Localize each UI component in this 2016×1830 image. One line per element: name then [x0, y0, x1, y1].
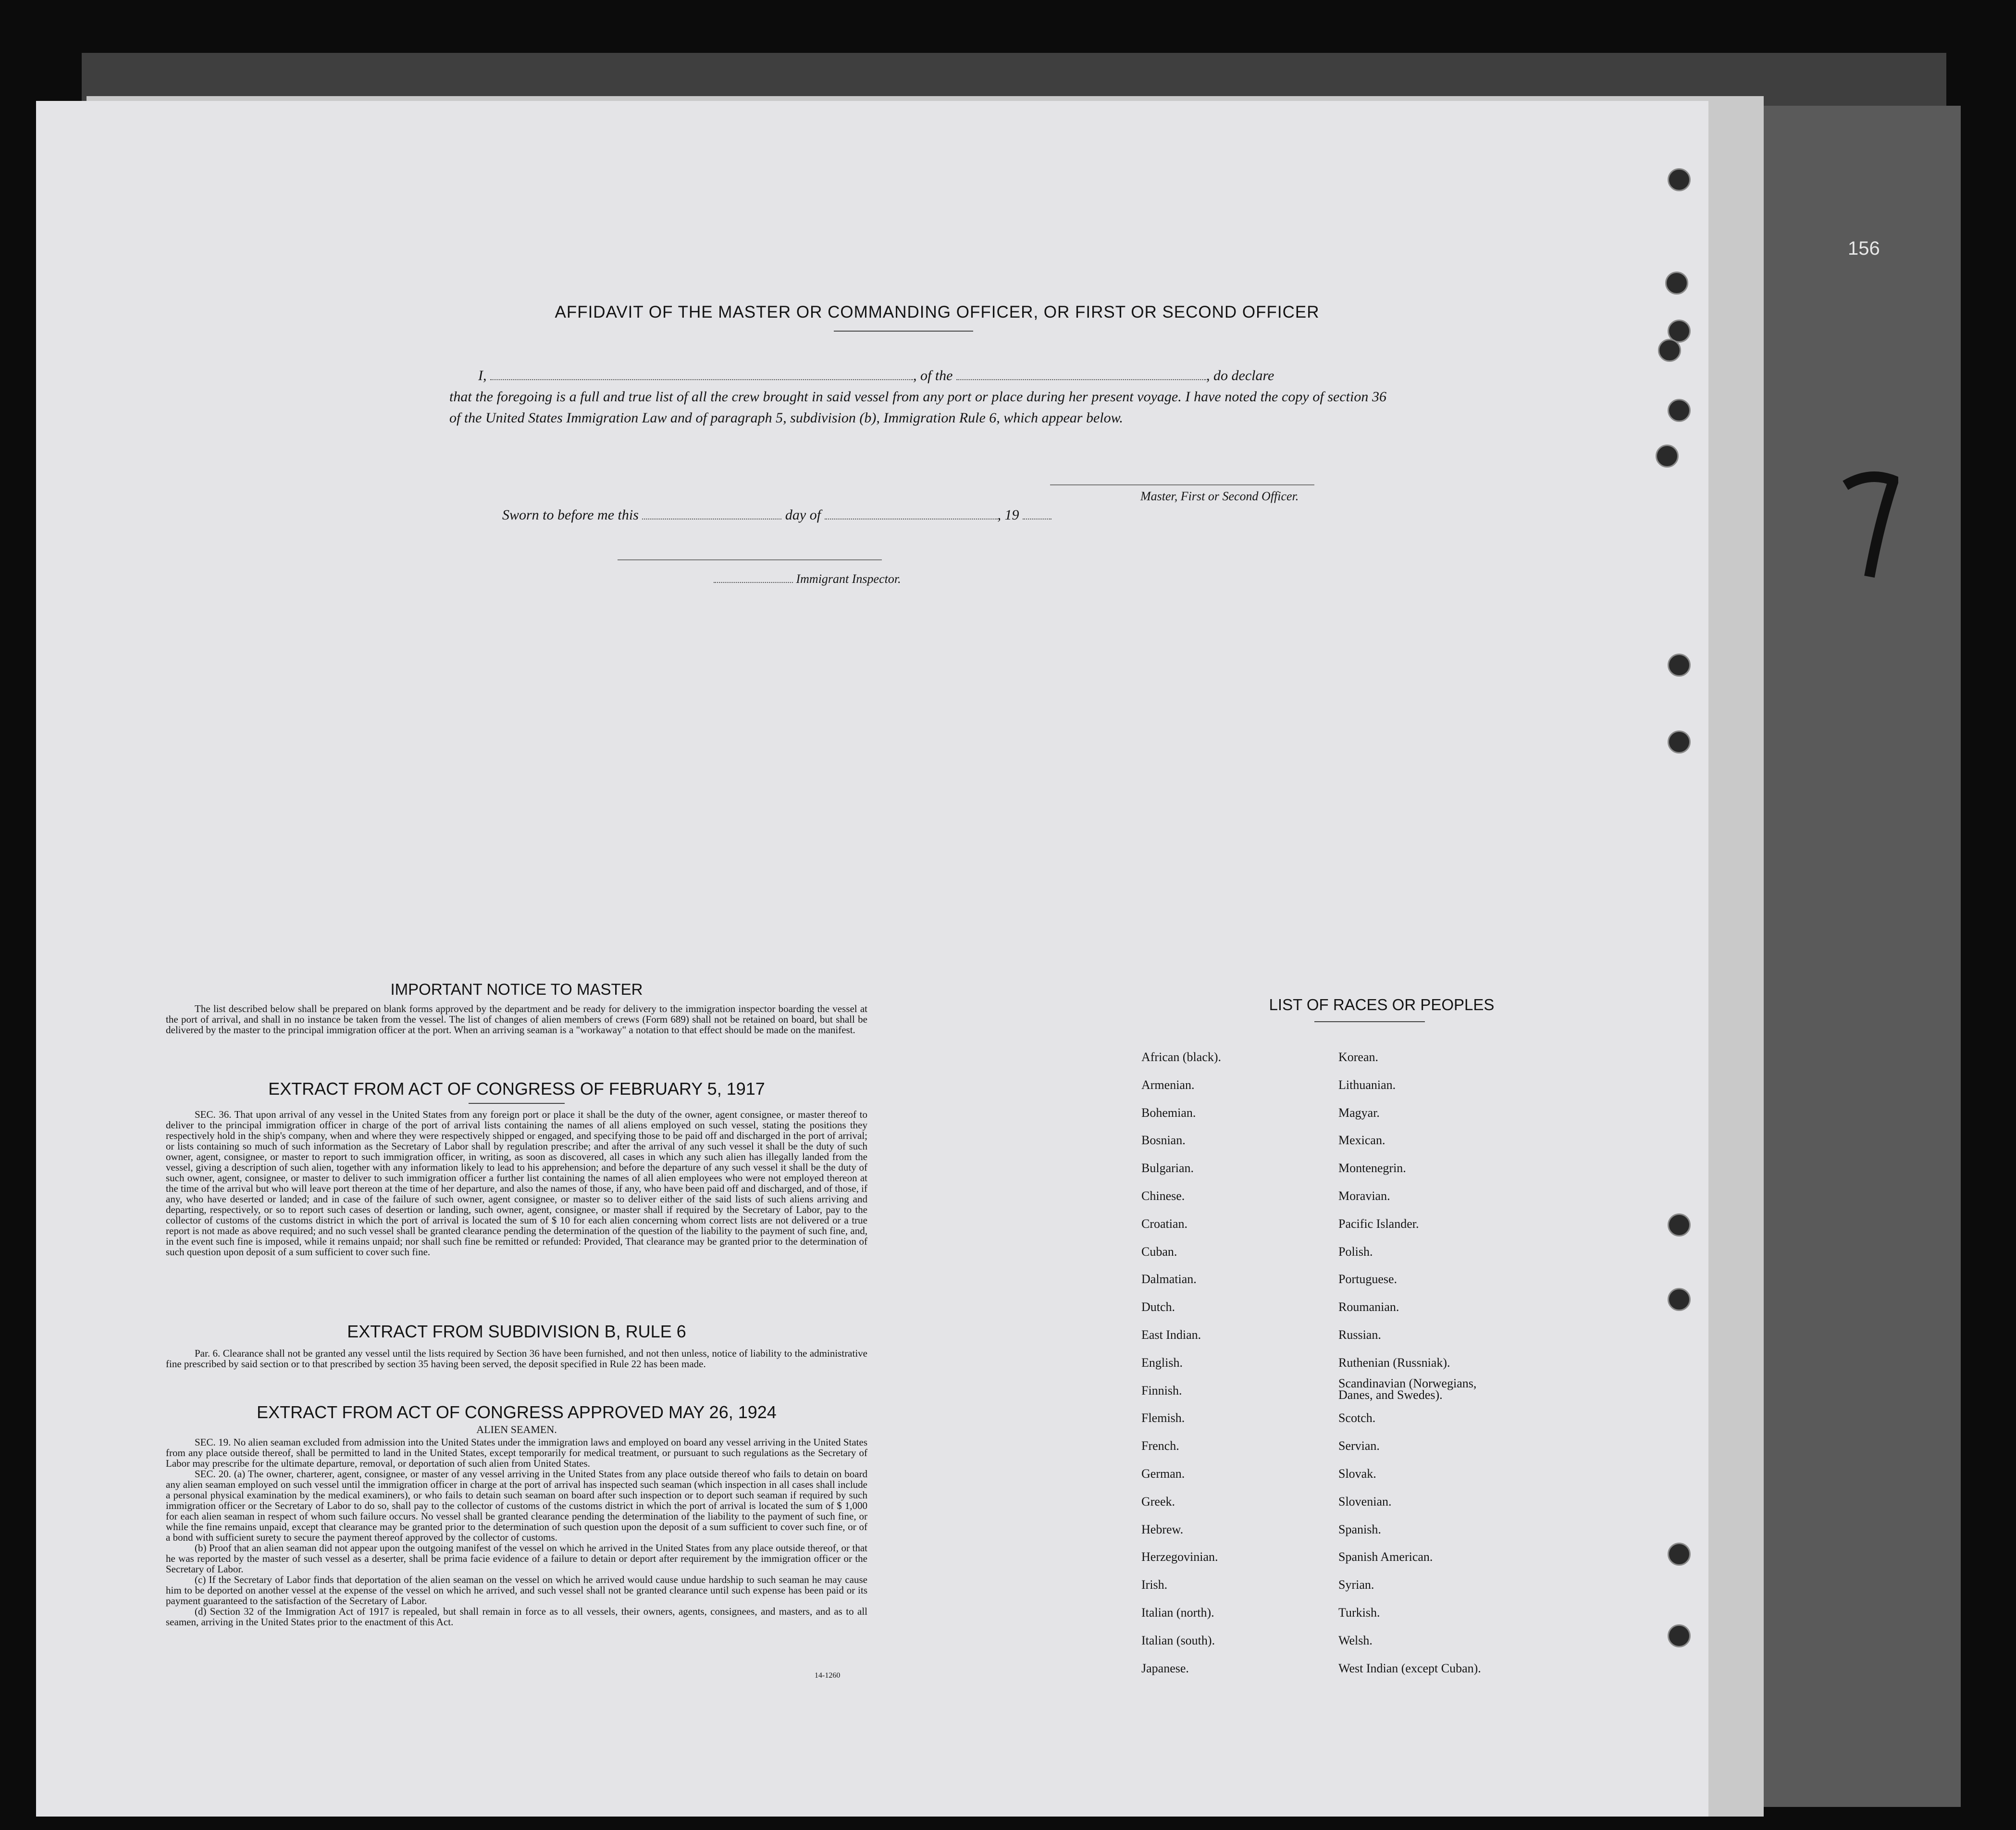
race-item: Turkish.	[1338, 1606, 1380, 1620]
notice-text: The list described below shall be prepared on blank forms approved by the department and be ready for delivery to the immigration inspector boarding the vessel at the port of arrival, and shall in no instance be taken from the vessel. The list of changes of alien members of crews (Form 689) shall not be retained on board, but shall be delivered by the master to the principal immigration officer at the port. When an arriving seaman is a "workaway" a notation to that effect should be made on the manifest.	[166, 1003, 867, 1036]
inspector-label	[714, 572, 901, 586]
race-item: Polish.	[1338, 1244, 1373, 1259]
notice-heading: IMPORTANT NOTICE TO MASTER	[390, 980, 643, 998]
affidavit-i: I,	[478, 368, 487, 383]
race-item: Slovenian.	[1338, 1494, 1392, 1509]
race-item: Greek.	[1141, 1494, 1175, 1509]
race-item: Flemish.	[1141, 1411, 1185, 1425]
affidavit-body: that the foregoing is a full and true list of all the crew brought in said vessel from any port or place during her present voyage. I have noted the copy of section 36 of the United States Immigration Law and of paragraph 5, subdivision (b), Immigration Rule 6, which appear below.	[449, 389, 1386, 426]
divider	[1314, 1021, 1425, 1022]
affidavit-title: AFFIDAVIT OF THE MASTER OR COMMANDING OFFICER, OR FIRST OR SECOND OFFICER	[555, 303, 1320, 321]
divider	[469, 1103, 565, 1104]
binder-hole	[1668, 654, 1691, 677]
binder-hole	[1668, 1624, 1691, 1647]
handwritten-seven-mark	[1841, 471, 1898, 581]
race-item: Servian.	[1338, 1439, 1380, 1453]
race-item: Mexican.	[1338, 1133, 1385, 1148]
race-item: Moravian.	[1338, 1189, 1390, 1203]
race-item: Italian (south).	[1141, 1633, 1215, 1647]
race-item: Dutch.	[1141, 1300, 1175, 1314]
form-number: 14-1260	[815, 1671, 841, 1680]
form-page	[36, 101, 1708, 1817]
name-blank	[490, 379, 913, 380]
race-item: Ruthenian (Russniak).	[1338, 1355, 1450, 1370]
binder-hole	[1656, 445, 1679, 468]
race-item: Cuban.	[1141, 1244, 1177, 1259]
extract-1917-text: SEC. 36. That upon arrival of any vessel in the United States from any foreign port or place it shall be the duty of the owner, agent consignee, or master thereof to deliver to the principal immigration officer in charge of the port of arrival lists containing the names of all aliens employed on such vessel, stating the positions they respectively hold in the ship's company, when and where they were respectively shipped or engaged, and specifying those to be paid off and discharged in the port of arrival; or lists containing so much of such information as the Secretary of Labor shall by regulation prescribe; and after the arrival of any such vessel it shall be the duty of such owner, agent, consignee, or master to report to such immigration officer, in writing, as soon as discovered, all cases in which any such alien has illegally landed from the vessel, giving a description of such alien, together with any information likely to lead to his apprehension; and before the departure of any such vessel it shall be the duty of such owner, agent, consignee, or master to deliver to such immigration officer a further list containing the names of all alien employees who were not employed thereon at the time of the arrival but who will leave port thereon at the time of her departure, and also the names of those, if any, who have been paid off and discharged, and of those, if any, who have deserted or landed; and in case of the failure of such owner, agent consignee, or master so to deliver either of the said lists of such aliens arriving and departing, respectively, or so to report such cases of desertion or landing, such owner, agent, consignee, or master shall if required by the Secretary of Labor, pay to the collector of customs of the customs district in which the port of arrival is located the sum of $ 10 for each alien concerning whom correct lists are not delivered or a true report is not made as above required; and no such vessel shall be granted clearance pending the determination of the question of the liability to the payment of such fine, and, in the event such fine is imposed, while it remains unpaid; nor shall such fine be remitted or refunded: Provided, That clearance may be granted prior to the determination of such question upon deposit of a sum sufficient to cover such fine.	[166, 1109, 867, 1258]
affidavit-first-line	[449, 365, 1386, 386]
sworn-line	[502, 507, 1051, 523]
binder-hole	[1668, 1213, 1691, 1236]
race-item: East Indian.	[1141, 1328, 1201, 1342]
page-number: 156	[1848, 238, 1880, 259]
race-item: Hebrew.	[1141, 1522, 1184, 1536]
sec20b-text: (b) Proof that an alien seaman did not appear upon the outgoing manifest of the vessel on which he arrived in the United States from any place outside thereof, or that he was reported by the master of such vessel as a deserter, shall be prima facie evidence of a failure to detain or deport after requirement by the immigration officer or the Secretary of Labor.	[166, 1542, 867, 1575]
race-item: Lithuanian.	[1338, 1077, 1396, 1092]
inspector-signature-line	[618, 559, 882, 560]
race-item: Dalmatian.	[1141, 1272, 1197, 1286]
race-item: Chinese.	[1141, 1189, 1185, 1203]
sec19-text: SEC. 19. No alien seaman excluded from admission into the United States under the immigration laws and employed on board any vessel arriving in the United States from any place outside thereof, shall be permitted to land in the United States, except temporarily for medical treatment, or pursuant to such regulations as the Secretary of Labor may prescribe for the ultimate departure, removal, or deportation of such alien from United States.	[166, 1436, 867, 1469]
race-item: Bosnian.	[1141, 1133, 1186, 1148]
race-item: Irish.	[1141, 1578, 1168, 1592]
inspector-label-text: Immigrant Inspector.	[796, 572, 901, 586]
affidavit-text	[449, 365, 1386, 429]
sec20a-text: SEC. 20. (a) The owner, charterer, agent, consignee, or master of any vessel arriving in the United States from any place outside thereof who fails to detain on board any alien seaman employed on such vessel until the immigration officer in charge at the port of arrival has inspected such seaman (which inspection in all cases shall include a personal physical examination by the medical examiners), or who fails to detain such seaman on board after such inspection or to deport such seaman if required by such immigration officer or the Secretary of Labor to do so, shall pay to the collector of customs of the customs district in which the port of arrival is located the sum of $ 1,000 for each alien seaman in respect of whom such failure occurs. No vessel shall be granted clearance pending the determination of the liability to the payment of such fine, or while the fine remains unpaid, except that clearance may be granted prior to the determination of such question upon the deposit of a sum sufficient to cover such fine, or of a bond with sufficient surety to secure the payment thereof approved by the collector of customs.	[166, 1468, 867, 1543]
race-item: Finnish.	[1141, 1383, 1182, 1397]
rule6-text: Par. 6. Clearance shall not be granted any vessel until the lists required by Section 36 have been furnished, and not then unless, notice of liability to the administrative fine prescribed by said section or to that prescribed by section 35 having been served, the deposit specified in Rule 22 has been made.	[166, 1348, 867, 1370]
extract-1924-text	[166, 1437, 867, 1627]
race-item: Pacific Islander.	[1338, 1216, 1419, 1231]
binder-hole	[1668, 730, 1691, 754]
master-signature-line	[1050, 484, 1314, 485]
vessel-blank	[956, 379, 1206, 380]
sec20d-text: (d) Section 32 of the Immigration Act of 1917 is repealed, but shall remain in force as to all vessels, their owners, agents, consignees, and masters, and as to all seamen, arriving in the United States prior to the enactment of this Act.	[166, 1606, 867, 1628]
race-item: Italian (north).	[1141, 1606, 1214, 1620]
sworn-text: Sworn to before me this	[502, 507, 639, 523]
race-item: Slovak.	[1338, 1467, 1376, 1481]
races-heading: LIST OF RACES OR PEOPLES	[1269, 996, 1495, 1014]
race-item: Bulgarian.	[1141, 1161, 1194, 1175]
race-item: German.	[1141, 1467, 1185, 1481]
race-item: Syrian.	[1338, 1578, 1374, 1592]
binder-hole	[1665, 272, 1688, 295]
race-item: Japanese.	[1141, 1661, 1189, 1675]
race-item: Portuguese.	[1338, 1272, 1398, 1286]
race-item: Croatian.	[1141, 1216, 1188, 1231]
race-item: Armenian.	[1141, 1077, 1195, 1092]
extract-1924-subheading: ALIEN SEAMEN.	[476, 1423, 557, 1435]
sec20c-text: (c) If the Secretary of Labor finds that deportation of the alien seaman on the vessel on which he arrived would cause undue hardship to such seaman he may cause him to be deported on another vessel at the expense of the vessel on which he arrived, and such vessel shall not be granted clearance until such expense has been paid or its payment guaranteed to the satisfaction of the Secretary of Labor.	[166, 1574, 867, 1607]
master-label: Master, First or Second Officer.	[1140, 489, 1299, 503]
race-item: Herzegovinian.	[1141, 1550, 1218, 1564]
affidavit-of-the: , of the	[913, 368, 953, 383]
race-item: Russian.	[1338, 1328, 1381, 1342]
race-item: Scandinavian (Norwegians, Danes, and Swedes).	[1338, 1376, 1477, 1402]
race-item: Magyar.	[1338, 1105, 1380, 1120]
race-item: Welsh.	[1338, 1633, 1373, 1647]
race-item: Spanish.	[1338, 1522, 1381, 1536]
binder-hole	[1668, 168, 1691, 191]
affidavit-do-declare: , do declare	[1206, 368, 1274, 383]
race-item: French.	[1141, 1439, 1179, 1453]
race-item: Bohemian.	[1141, 1105, 1196, 1120]
binder-hole	[1668, 1543, 1691, 1566]
binder-hole	[1668, 399, 1691, 422]
rule6-heading: EXTRACT FROM SUBDIVISION B, RULE 6	[347, 1322, 686, 1341]
sworn-year: , 19	[997, 507, 1019, 523]
extract-1924-heading: EXTRACT FROM ACT OF CONGRESS APPROVED MAY 26, 1924	[257, 1402, 777, 1422]
sworn-day-of: day of	[785, 507, 821, 523]
inspector-blank	[714, 582, 793, 583]
binder-hole	[1658, 339, 1681, 362]
race-item: Korean.	[1338, 1050, 1379, 1064]
race-item: Spanish American.	[1338, 1550, 1433, 1564]
race-item: English.	[1141, 1355, 1183, 1370]
divider	[834, 331, 973, 332]
binder-hole	[1668, 1288, 1691, 1311]
race-item: African (black).	[1141, 1050, 1222, 1064]
race-item: West Indian (except Cuban).	[1338, 1661, 1481, 1675]
race-item: Montenegrin.	[1338, 1161, 1406, 1175]
race-item: Roumanian.	[1338, 1300, 1399, 1314]
extract-1917-heading: EXTRACT FROM ACT OF CONGRESS OF FEBRUARY 5, 1917	[268, 1079, 765, 1099]
race-item: Scotch.	[1338, 1411, 1376, 1425]
